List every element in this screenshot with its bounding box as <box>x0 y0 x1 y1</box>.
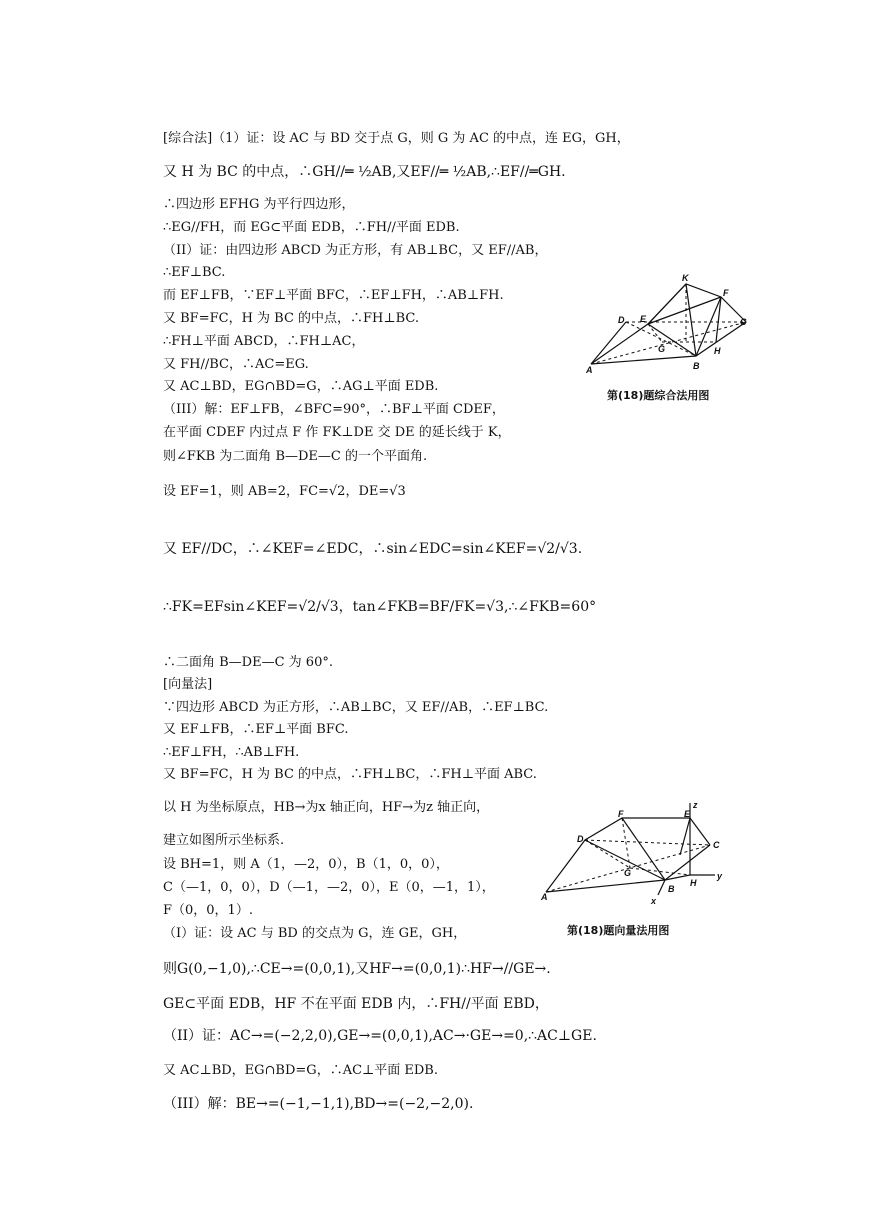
label-f: F <box>723 288 729 298</box>
label-y: y <box>717 871 723 881</box>
text-line: 设 EF=1，则 AB=2，FC=√2，DE=√3 <box>163 484 406 499</box>
text-line: 以 H 为坐标原点，HB→为x 轴正向，HF→为z 轴正向， <box>163 800 490 815</box>
text-line: （III）解：EF⊥FB，∠BFC=90°，∴BF⊥平面 CDEF， <box>163 402 505 417</box>
text-line: 又 BF=FC，H 为 BC 的中点，∴FH⊥BC. <box>163 311 420 326</box>
text-line: （II）证：AC→=(−2,2,0),GE→=(0,0,1),AC→·GE→=0,∴AC⊥GE. <box>163 1028 597 1044</box>
text-line: （II）证：由四边形 ABCD 为正方形，有 AB⊥BC，又 EF//AB， <box>163 243 548 258</box>
label-f: F <box>618 809 624 819</box>
figure-vector-method <box>540 800 740 905</box>
label-d: D <box>618 315 625 325</box>
text-line: ∵四边形 ABCD 为正方形，∴AB⊥BC，又 EF//AB，∴EF⊥BC. <box>163 700 549 715</box>
text-line: ∴四边形 EFHG 为平行四边形， <box>163 197 355 212</box>
label-b: B <box>668 884 675 894</box>
text-line: ∴EF⊥BC. <box>163 265 226 280</box>
figure1-labels <box>586 273 747 375</box>
text-line: F（0，0，1）. <box>163 903 253 918</box>
label-x: x <box>651 896 657 905</box>
label-e: E <box>684 809 691 819</box>
label-d: D <box>577 834 584 844</box>
text-line: 又 EF//DC，∴∠KEF=∠EDC，∴sin∠EDC=sin∠KEF=√2/√3. <box>163 541 583 557</box>
text-line: 又 FH//BC，∴AC=EG. <box>163 357 309 372</box>
text-line: 在平面 CDEF 内过点 F 作 FK⊥DE 交 DE 的延长线于 K， <box>163 425 511 440</box>
label-c: C <box>740 317 747 327</box>
label-k: K <box>682 273 689 283</box>
label-a: A <box>586 365 593 375</box>
text-line: 设 BH=1，则 A（1，—2，0），B（1，0，0）， <box>163 857 449 872</box>
label-b: B <box>693 361 700 371</box>
label-c: C <box>713 840 720 850</box>
label-h: H <box>714 346 721 356</box>
text-line: 则∠FKB 为二面角 B—DE—C 的一个平面角. <box>163 449 428 464</box>
text-line: [综合法]（1）证：设 AC 与 BD 交于点 G，则 G 为 AC 的中点，连 EG，GH， <box>163 131 630 146</box>
text-line: 而 EF⊥FB，∵EF⊥平面 BFC，∴EF⊥FH，∴AB⊥FH. <box>163 288 504 303</box>
label-a: A <box>541 892 548 902</box>
text-line: ∴二面角 B—DE—C 为 60°. <box>163 655 333 670</box>
figure1-caption: 第(18)题综合法用图 <box>607 389 710 402</box>
text-line: [向量法] <box>163 677 213 692</box>
text-line: 则G(0,−1,0),∴CE→=(0,0,1),又HF→=(0,0,1)∴HF→//GE→. <box>163 961 551 977</box>
text-line: 又 AC⊥BD，EG∩BD=G，∴AG⊥平面 EDB. <box>163 379 439 394</box>
figure-synthetic-method <box>586 272 751 382</box>
text-line: （I）证：设 AC 与 BD 的交点为 G，连 GE，GH， <box>163 926 467 941</box>
text-line: 又 H 为 BC 的中点，∴GH//═ ½AB,又EF//═ ½AB,∴EF//═GH. <box>163 164 566 180</box>
text-line: 又 BF=FC，H 为 BC 的中点，∴FH⊥BC，∴FH⊥平面 ABC. <box>163 767 537 782</box>
text-line: GE⊂平面 EDB，HF 不在平面 EDB 内，∴FH//平面 EBD， <box>163 996 549 1012</box>
text-line: 又 AC⊥BD，EG∩BD=G，∴AC⊥平面 EDB. <box>163 1063 438 1078</box>
label-g: G <box>658 344 666 354</box>
label-z: z <box>693 800 698 810</box>
text-line: ∴FK=EFsin∠KEF=√2/√3，tan∠FKB=BF/FK=√3,∴∠FKB=60° <box>163 599 597 615</box>
label-h: H <box>690 878 697 888</box>
text-line: 建立如图所示坐标系. <box>163 833 285 848</box>
text-line: ∴FH⊥平面 ABCD，∴FH⊥AC， <box>163 334 365 349</box>
text-line: ∴EG//FH，而 EG⊂平面 EDB，∴FH//平面 EDB. <box>163 220 460 235</box>
figure2-caption: 第(18)题向量法用图 <box>567 924 670 937</box>
text-line: 又 EF⊥FB，∴EF⊥平面 BFC. <box>163 722 349 737</box>
label-g: G <box>624 868 632 878</box>
text-line: ∴EF⊥FH，∴AB⊥FH. <box>163 745 300 760</box>
text-line: C（—1，0，0），D（—1，—2，0），E（0，—1，1）， <box>163 880 495 895</box>
text-line: （III）解：BE→=(−1,−1,1),BD→=(−2,−2,0). <box>163 1096 474 1112</box>
label-e: E <box>640 314 647 324</box>
